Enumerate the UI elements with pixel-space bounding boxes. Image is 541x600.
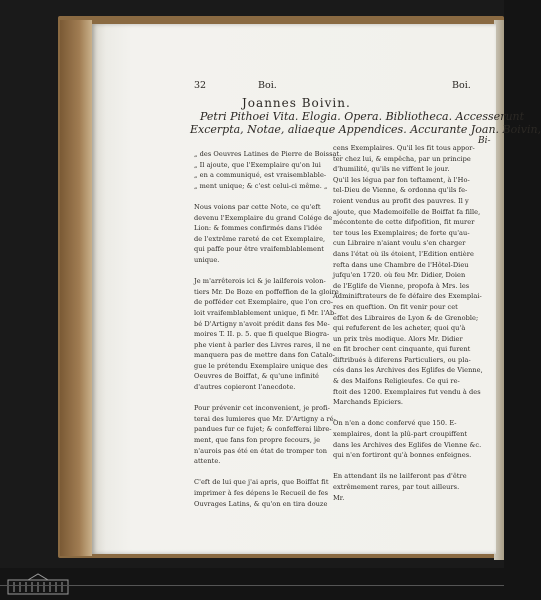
left-column-line: moires T. II. p. 5. que fi quelque Biogra-	[194, 330, 330, 339]
right-column-line: ajoute, que Mademoifelle de Boiffat fa fille,	[333, 207, 481, 216]
right-column-line: Adminiftrateurs de fe défaire des Exemplai-	[333, 292, 482, 301]
left-column-line: attente.	[194, 457, 221, 466]
right-running-head: Boi.	[452, 80, 471, 91]
right-column-line: dans l'état où ils étoient, l'Edition entière	[333, 249, 474, 258]
left-column-line: terai des lumieres que Mr. D'Artigny a ré-	[194, 414, 336, 423]
left-column-line: d'autres copieront l'anecdote.	[194, 383, 296, 392]
right-column-line: res en queftion. On fit venir pour cet	[333, 302, 458, 311]
left-column	[194, 149, 341, 509]
entry-subtitle-line-3: Bi-	[478, 136, 491, 146]
left-column-line: devenu l'Exemplaire du grand Colége de	[194, 213, 333, 222]
right-column-line: en fit brocher cent cinquante, qui furent	[333, 345, 471, 354]
right-column-line: ter tous les Exemplaires; de forte qu'au-	[333, 228, 470, 237]
right-column-line: cés dans les Archives des Eglifes de Vienne,	[333, 366, 483, 375]
book-spine	[60, 20, 92, 556]
left-column-line: „ des Oeuvres Latines de Pierre de Boissat.	[194, 150, 342, 158]
right-column-line: ter chez lui, & empêcha, par un principe	[333, 154, 471, 163]
left-column-line: ment, que fans fon propre fecours, je	[194, 436, 321, 445]
right-column-line: ftoit des 1200. Exemplaires fut vendu à des	[333, 387, 481, 396]
right-column-line: d'humilité, qu'ils ne viffent le jour.	[333, 165, 450, 174]
left-column-line	[194, 393, 341, 404]
left-column-line: „ en a communiqué, est vraisemblable-	[194, 171, 327, 180]
library-building-icon	[6, 572, 70, 596]
left-running-head: Boi.	[258, 80, 277, 91]
right-column-line: & des Maifons Religieufes. Ce qui re-	[333, 377, 460, 386]
right-column-line: cun Libraire n'aiant voulu s'en charger	[333, 239, 466, 248]
right-column-line: tel-Dieu de Vienne, & ordonna qu'ils fe-	[333, 186, 468, 195]
right-column-line: qui n'en fortiront qu'à bonnes enfeignes.	[333, 451, 472, 460]
left-column-line	[194, 467, 341, 478]
left-column-line: imprimer à fes dépens le Recueil de fes	[194, 489, 329, 497]
right-column-line: extrêmement rares, par tout ailleurs.	[333, 483, 460, 491]
entry-subtitle-line-1: Petri Pithoei Vita. Elogia. Opera. Bibliotheca. Accesserunt	[200, 110, 525, 123]
right-column-line: mécontente de cette difpofition, fit murer	[333, 218, 475, 227]
left-column-line: gue le prétendu Exemplaire unique des	[194, 361, 328, 370]
left-column-line	[194, 191, 341, 202]
right-column-line: roient vendus au profit des pauvres. Il y	[333, 196, 469, 205]
right-column-line	[333, 461, 483, 472]
left-column-line: Oeuvres de Boiffat, & qu'une infinité	[194, 372, 320, 381]
right-column-line: cens Exemplaires. Qu'il les fit tous appor-	[333, 144, 475, 152]
right-column-line: de l'Eglife de Vienne, propofa à Mrs. les	[333, 281, 470, 290]
left-column-line: Ouvrages Latins, & qu'on en tira douze	[194, 499, 328, 508]
left-column-line: manquera pas de mettre dans fon Catalo-	[194, 351, 335, 360]
right-column-line: jufqu'en 1720. où feu Mr. Didier, Doien	[333, 271, 466, 280]
left-column-line: de pofféder cet Exemplaire, que l'on cro-	[194, 298, 333, 307]
left-column-line: qui paffe pour être vraifemblablement	[194, 245, 324, 254]
left-column-line: bé D'Artigny n'avoit prédit dans fes Me-	[194, 319, 330, 328]
right-column	[333, 143, 483, 503]
right-column-line: effet des Libraires de Lyon & de Grenoble;	[333, 313, 479, 322]
right-column-line: refta dans une Chambre de l'Hôtel-Dieu	[333, 260, 469, 269]
right-column-line: qui refuferent de les acheter, quoi qu'à	[333, 324, 466, 333]
right-column-line	[333, 408, 483, 419]
right-column-line: On n'en a donc confervé que 150. E-	[333, 419, 457, 428]
right-column-line: En attendant ils ne lailferont pas d'être	[333, 472, 467, 481]
left-column-line: C'eft de lui que j'ai apris, que Boiffat fit	[194, 478, 329, 487]
right-column-line: dans les Archives des Eglifes de Vienne &c.	[333, 440, 482, 449]
entry-subtitle-line-2: Excerpta, Notae, aliaeque Appendices. Accurante Joan. Boivin,	[190, 123, 541, 136]
left-column-line: Je m'arrêterois ici & je lailferois volon-	[194, 277, 326, 286]
page-number: 32	[194, 80, 207, 91]
left-column-line: Nous voions par cette Note, ce qu'eft	[194, 202, 321, 211]
left-column-line: tiers Mr. De Boze en poffeffion de la gloire	[194, 287, 339, 296]
left-column-line: n'aurois pas été en état de tromper ton	[194, 446, 328, 455]
right-column-line: Mr.	[333, 493, 345, 502]
left-column-line	[194, 266, 341, 277]
left-column-line: Lion: & fommes confirmés dans l'idée	[194, 224, 323, 233]
left-column-line: Pour prévenir cet inconvenient, je profi-	[194, 404, 330, 413]
right-column-line: diftribués à diferens Particuliers, ou pla-	[333, 355, 471, 364]
right-column-line: Marchands Epiciers.	[333, 398, 404, 407]
entry-title: Joannes Boivin.	[242, 96, 351, 110]
right-column-line: xemplaires, dont la plû-part croupiffent	[333, 430, 468, 439]
left-column-line: de l'extrême rareté de cet Exemplaire,	[194, 234, 326, 243]
footer-divider	[0, 585, 504, 586]
right-column-line: un prix très modique. Alors Mr. Didier	[333, 334, 463, 343]
left-column-line: phe vient à parler des Livres rares, il ne	[194, 340, 331, 349]
left-column-line: „ ment unique; & c'est celui-ci même. „	[194, 181, 328, 190]
viewer-footer	[0, 568, 504, 600]
left-column-line: loit vraifemblablement unique, fi Mr. l'Ab-	[194, 308, 337, 317]
right-column-line: Qu'il les légua par fon teftament, à l'Ho-	[333, 175, 470, 184]
left-column-line: unique.	[194, 255, 220, 264]
left-column-line: „ Il ajoute, que l'Exemplaire qu'on lui	[194, 160, 321, 169]
left-column-line: pandues fur ce fujet; & confefferai libre-	[194, 425, 332, 434]
